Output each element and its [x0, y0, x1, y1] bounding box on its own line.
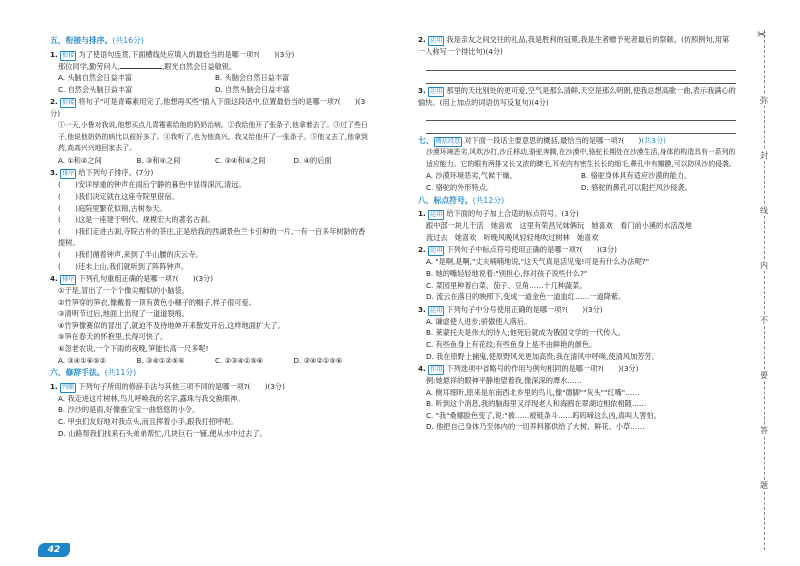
binding-char: 弥: [757, 95, 771, 106]
question-tag: 衔接: [62, 51, 75, 59]
section-8-title: 八、标点符号。(共12分): [418, 195, 505, 205]
question-5-4: 4. 排序 下列孔句重组正确的是哪一项?( )(3分) ①于是,冒出了一个个像尖帽似的小脑袋。 ②竹笋穿的笋衣,像戴着一顶有黄色小穗子的帽子,样子很可爱。 ③清明节过后,地面上出现了一道道裂痕。 ④竹笋像赛似的冒出了,就迫不及待地伸开来散发开后,这样地面扩大了。 ⑤笋在春天的怀抱里,长得可快了。 ⑥忽老农说,一个下雨的夜晚,笋能长高一尺多呢! A. ③④①⑥⑤② B. ③④①②⑤⑥ C. ②③④①⑤⑥ D. ③④②①⑤⑥: [50, 274, 343, 365]
question-5-1: 1. 衔接 为了使语句连贯,下面横线处应填入的最恰当的是哪一项?( )(3分) 那位同学,勤劳问人, ,眼光自然会日益敏锐。 A. 头脑自然会日益丰富 B. 头脑会自然日益丰富 C. 自然会头脑日益丰富 D. 自然头脑会日益丰富: [50, 49, 295, 94]
question-6-1: 1. 判断 下列句子所用的修辞手法与其他三项不同的是哪一项?( )(3分) A. 我走进这片树林,鸟儿呼唤我的名字,露珠与我交换眼神。 B. 沙沙的是雨,好像蚕宝宝一曲悠悠的小令。 C. 甲虫们友好地对我点头,而且挥着小手,跟我打招呼呢。 D. 山路帮我们找来石头弟弟帮忙,几块巨石一铺,便从水中过去了。: [50, 381, 285, 438]
question-8-4: 4. 作用 下列选项中省略号的作用与例句相同的是哪一项?( )(3分) 例:她悬祥的眼神平静地望着我,像深深的潭水…… A. 侧耳细听,原来是东南西北乡里的鸟儿,像"德脚""灰头""红嘴"…… B. 听到这个消息,我的脑海里又浮现老人和海鸥在翠湖边相依相随…… C. "我"桑娜脸色变了,说:"被……被链条斗……呜呜啼这么凶,真叫人害怕。 D. 他把自己身体乃至体内的一切养料都供给了大树、鲜花、小草……: [418, 364, 661, 432]
question-5-3: 3. 排序 给下列句子排序。(7分) ( )安详厚重的钟声在雨后宁静的暮色中显得深沉,清远。 ( )我们决定就在这座寺院里借宿。 ( )庭院里繁花似锦,古树参天。 ( )这是一座建于明代、规模宏大的著名古刹。 ( )我们走进古刹,寺院古朴的茶庄,正是给我的西湖景色兰卡引种的一片,一有一百多年树龄的香提树。 ( )我们循着钟声,来到了半山腰的庆云寺。 ( )还未上山,我们就听到了阵阵钟声。: [50, 168, 366, 271]
page-number: 42: [38, 543, 70, 557]
scissors-icon: ✂: [757, 28, 767, 41]
binding-char: 不: [757, 315, 771, 326]
question-tag: 运用: [430, 247, 443, 255]
binding-char: 封: [757, 150, 771, 161]
question-tag: 运用: [430, 211, 443, 219]
binding-char: 答: [757, 425, 771, 436]
binding-char: 线: [757, 205, 771, 216]
cut-line: [764, 30, 765, 550]
question-5-2: 2. 衔接 将句子"可是青霉素用完了,他想再买些"插入下面这段话中,位置最恰当的是哪一项?( )(3分) ①一天,小鲁对我说,他想买点儿青霉素给他的奶奶治病。②我给他开了张条子,他拿着去了。③过了些日子,他说他奶奶的病比以前好多了。④我听了,也为他高兴。我又给他开了一张条子。⑤他又去了,他拿到药,高高兴兴地回家去了。 A. ①和②之间 B. ③和④之间 C. ③④和④之间 D. ④的后面: [50, 96, 372, 166]
binding-margin: [744, 0, 800, 566]
answer-lines[interactable]: [418, 58, 736, 84]
question-8-2: 2. 运用 下列句子中标点符号使用正确的是哪一项?( )(3分) A. "是啊,是啊,"丈夫喃喃地说,"这天气真是活见鬼!可是有什么办法呢?" B. 她的嘴轻轻地说着:"别担心,你对孩子说些什么?" C. 菜园里种着白菜、茄子、豆角……十几种蔬菜。 D. 流云在落日的映照下,变成一道金色一道血红……一道降紫。: [418, 245, 650, 302]
question-8-3: 3. 运用 下列句子中分号使用正确的是哪一项?( )(3分) A. 谦虚使人进步;骄傲使人落后。 B. 莱蒙托夫是伟大的诗人;他死后就成为俄国文学的一代传人。 C. 有些鱼身上有花纹;有些鱼身上是不由鲜艳的颜色。 D. 我在原野上捕鬼,使原野风光更加高贵;我在清风中呼唤,使清风加芳芳。: [418, 304, 659, 361]
passage: ①一天,小鲁对我说,他想买点儿青霉素给他的奶奶治病。②我给他开了张条子,他拿着去了。③过了些日子,他说他奶奶的病比以前好多了。④我听了,也为他高兴。我又给他开了一张条子。⑤他又去了,他拿到药,高高兴兴地回家去了。: [58, 120, 368, 153]
question-tag: 运用: [430, 37, 443, 44]
left-column: [50, 34, 372, 440]
question-tag: 作用: [430, 366, 443, 374]
question-tag: 衔接: [62, 99, 75, 107]
answer-blank[interactable]: [120, 68, 162, 69]
section-7: 七、 概括段意 对下面一段话主要意思的概括,最恰当的是哪一项?( )(共3分) 沙漠环境恶劣,风吹沙打,沙丘移动,骆驼奔腾,在沙漠中,骆驼长期处在沙漠生活,身体的构造具有一系列的适应能力。它的眼有两排又长又浓的睫毛,耳壳内有密生长长的细毛,鼻孔中有瓣膜,可以防风沙的侵袭。 A. 沙漠环境恶劣,气候干燥。 B. 骆驼身体具有适应沙漠的能力。 C. 骆驼的外形特点。 D. 骆驼的鼻孔可以阻拦风沙侵袭。: [418, 136, 736, 192]
binding-char: 题: [757, 480, 771, 491]
question-tag: 概括段意: [435, 138, 461, 146]
passage: 沙漠环境恶劣,风吹沙打,沙丘移动,骆驼奔腾,在沙漠中,骆驼长期处在沙漠生活,身体的构造具有一系列的适应能力。它的眼有两排又长又浓的睫毛,耳壳内有密生长长的细毛,鼻孔中有瓣膜,可以防风沙的侵袭。: [426, 148, 736, 168]
question-6-3: 3. 运用 那里的天比别处的更可爱,空气是那么清鲜,天空是那么明朗,使我总想高歌一曲,表示我满心的愉快。(用上加点的词语仿写反复句)(4分): [418, 85, 736, 135]
binding-char: 内: [757, 260, 771, 271]
question-tag: 排序: [62, 276, 75, 284]
question-tag: 运用: [430, 87, 443, 95]
binding-char: 要: [757, 370, 771, 381]
section-5-title: 五、衔接与排序。(共16分): [50, 36, 144, 45]
question-8-1: 1. 运用 给下面的句子加上合适的标点符号。(3分) 跟中部一块儿干活 她喜欢 这里有荣昌兄妹俩玩 她喜欢 看门前小溪的水活泼地 流过去 她喜欢 听晚风晚风轻轻地吹过树林 她喜欢: [418, 209, 692, 242]
right-column: [418, 34, 736, 434]
question-tag: 排序: [62, 170, 75, 178]
section-6-title: 六、修辞手法。(共11分): [50, 368, 137, 378]
question-tag: 运用: [430, 306, 443, 314]
answer-lines[interactable]: [418, 108, 736, 134]
question-6-2: 2. 运用 我是亲友之间交往的礼品,我是胜利的冠冕,我是生者赠予死者最后的祭献。(仿照例句,用第一人称写一个排比句)(4分): [418, 34, 736, 84]
question-tag: 判断: [62, 383, 75, 391]
